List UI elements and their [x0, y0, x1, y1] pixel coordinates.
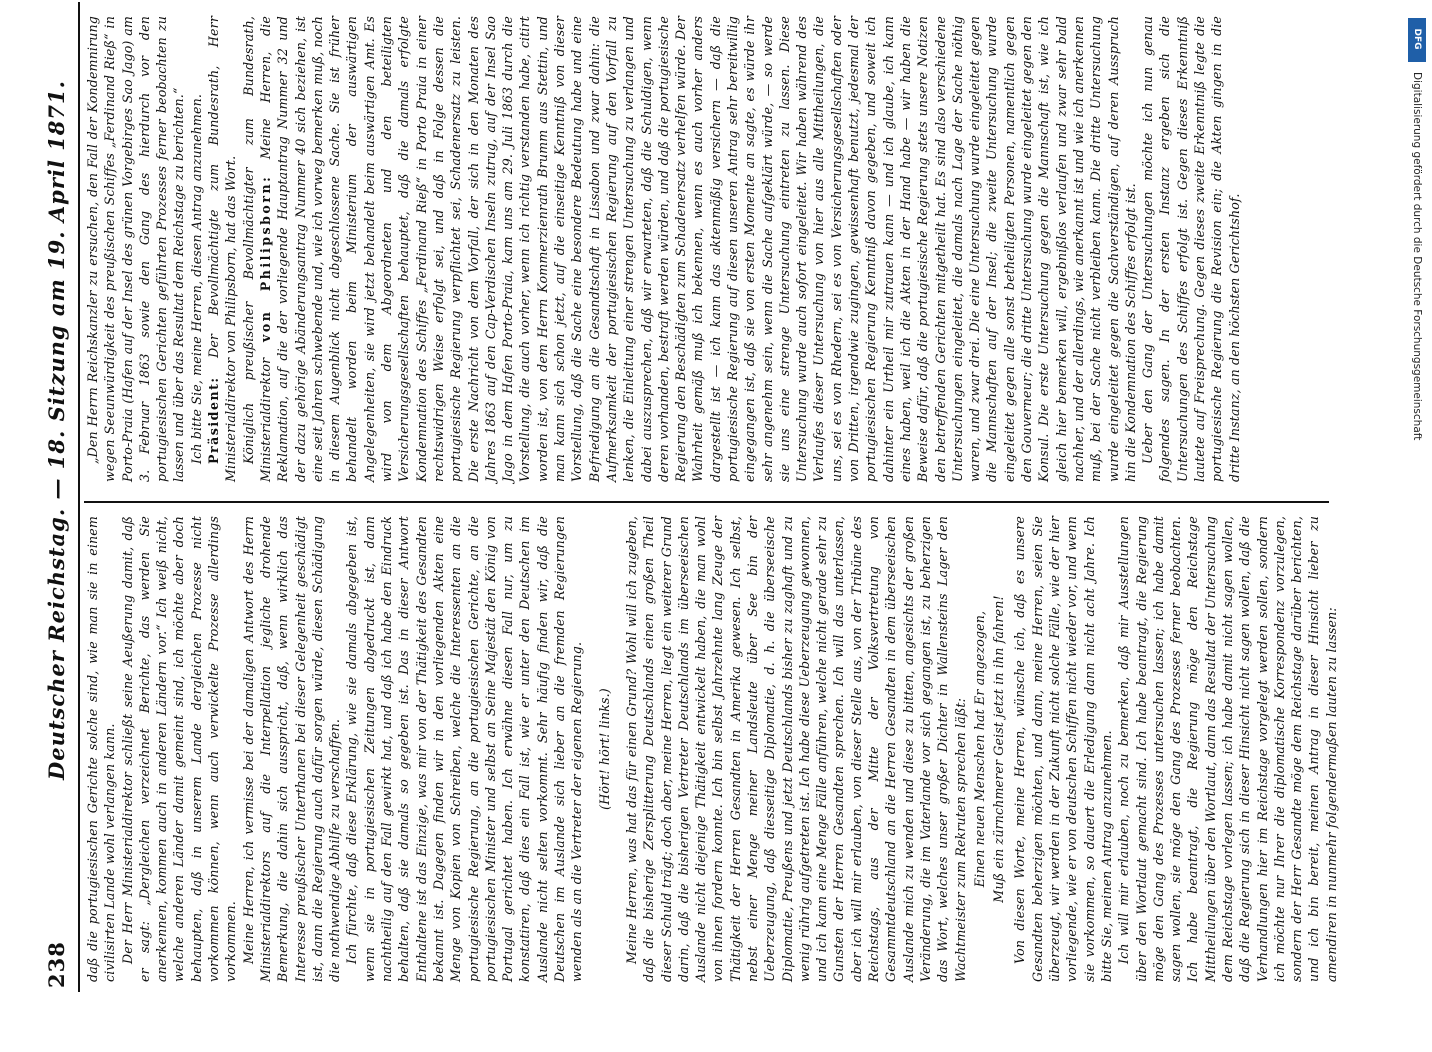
verse-line: Einen neuen Menschen hat Er angezogen,	[971, 610, 987, 888]
paragraph: Ich fürchte, daß diese Erklärung, wie sie damals abgegeben ist, wenn sie in portugiesischen Zeitungen abgedruckt ist, dann nachtheilig auf den Fall gewirkt hat, und daß ich habe den Eindruck behalten, daß sie damals so gegeben ist. Das in dieser Antwort Enthaltene ist das Einzige, was mir von der Thätigkeit des Gesandten bekannt ist. Dagegen finden wir in den vorliegenden Akten eine Menge von Kopien von Schreiben, welche die Interessenten an die portugiesische Regierung, an die portugiesischen Gerichte, an die portugiesischen Minister und selbst an Seine Majestät den König von Portugal gerichtet haben. Ich erwähne diesen Fall nur, um zu konstatiren, daß dies ein Fall ist, wie er unter den Deutschen im Auslande nicht selten vorkommt. Sehr häufig finden wir, daß die Deutschen im Auslande sich lieber an die fremden Regierungen wenden als an die Vertreter der eigenen Regierung.	[344, 516, 585, 982]
digitization-credit	[1406, 10, 1428, 990]
credit-text: Digitalisierung gefördert durch die Deutsche Forschungsgemeinschaft	[1411, 72, 1423, 441]
paragraph: Der Herr Ministerialdirektor schließt seine Aeußerung damit, daß er sagt: „Dergleichen verzeichnet Berichte, das werden Sie anerkennen, kommen auch in anderen Ländern vor.“ Ich weiß nicht, welche anderen Länder damit gemeint sind, ich möchte aber doch behaupten, daß in unserem Lande dergleichen Prozesse nicht vorkommen können, wenn auch verwickelte Prozesse allerdings vorkommen.	[119, 516, 239, 982]
speaker-intro: Königlich preußischer Bevollmächtigter zum Bundesrath, Ministerialdirektor	[240, 16, 273, 482]
running-head	[40, 0, 74, 1000]
running-title: Deutscher Reichstag. — 18. Sitzung am 19. April 1871.	[44, 80, 69, 780]
paragraph: Ich bitte Sie, meine Herren, diesen Antrag anzunehmen.	[188, 93, 204, 464]
paragraph: Meine Herren, was hat das für einen Grund? Wohl will ich zugeben, daß die bisherige Zersplitterung Deutschlands einen großen Theil dieser Schuld trägt; doch aber, meine Herren, liegt ein weiterer Grund darin, daß die bisherigen Vertreter Deutschlands im überseeischen Auslande nicht diejenige Thätigkeit entwickelt haben, die man wohl von ihnen fordern konnte. Ich bin selbst Jahrzehnte lang Zeuge der Thätigkeit der Herren Gesandten in Amerika gewesen. Ich selbst, nebst einer Menge meiner Landsleute über See bin der Ueberzeugung, daß diesseitige Diplomatie, d. h. die überseeische Diplomatie, Preußens und jetzt Deutschlands bisher zu zaghaft und zu wenig rührig aufgetreten ist. Ich habe diese Ueberzeugung gewonnen, und ich kann eine Menge Fälle anführen, welche nicht gerade sehr zu Gunsten der Herren Gesandten sprechen. Ich will das unterlassen, aber ich will mir erlauben, von dieser Stelle aus, von der Tribüne des Reichstags, aus der Mitte der Volksvertretung von Gesammtdeutschland an die Herren Gesandten in dem überseeischen Auslande mich zu wenden und diese zu bitten, angesichts der großen Veränderung, die im Vaterlande vor sich gegangen ist, zu beherzigen das Wort, welches unser großer Dichter in Wallensteins Lager den Wachtmeister zum Rekruten sprechen läßt:	[623, 516, 968, 982]
paragraph: Ich will mir erlauben, noch zu bemerken, daß mir Ausstellungen über den Wortlaut gemacht sind. Ich habe beantragt, die Regierung möge den Gang des Prozesses untersuchen lassen; ich habe damit sagen wollen, sie möge den Gang des Prozesses ferner beobachten. Ich habe beantragt, die Regierung möge den Reichstage Mittheilungen über den Wortlaut, dann das Resultat der Untersuchung dem Reichstage vorlegen lassen; ich habe damit nicht sagen wollen, daß die Regierung sich in dieser Hinsicht nicht sagen wollen, daß die Verhandlungen hier im Reichstage vorgelegt werden sollen, sondern ich möchte nur Ihrer die diplomatische Korrespondenz vorzulegen, sondern der Herr Gesandte möge dem Reichstage darüber berichten, und ich bin bereit, meinen Antrag in dieser Hinsicht lieber zu amendiren in nunmehr folgendermaßen lauten zu lassen:	[1116, 516, 1339, 982]
speaker-label: von Philipsborn:	[257, 174, 273, 342]
verse-line: Muß ein zürnchmerer Geist jetzt in ihn fahren!	[991, 595, 1007, 903]
speaker-label: Präsident:	[206, 376, 222, 464]
paragraph: Ueber den Gang der Untersuchungen möchte ich nun genau folgendes sagen. In der ersten Instanz ergeben sich die Untersuchungen des Schiffes erfolgt ist. Gegen dieses Erkenntniß lautete auf Freisprechung. Gegen dieses zweite Erkenntniß legte die portugiesische Regierung die Revision ein; die Akten gingen in die dritte Instanz, an den höchsten Gerichtshof.	[1140, 16, 1242, 482]
dfg-logo-label: DFG	[1412, 28, 1422, 50]
dfg-logo-icon	[1408, 18, 1426, 62]
paragraph: Meine Herren, ich vermisse bei der damaligen Antwort des Herrn Ministerialdirektors auf die Interpellation jegliche drohende Bemerkung, die dahin sich ausspricht, daß, wenn wirklich das Interesse preußischer Unterthanen bei dieser Gelegenheit geschädigt ist, dann die Regierung auch dafür sorgen würde, diesen Schädigung die nothwendige Abhilfe zu verschaffen.	[240, 516, 343, 982]
paragraph: daß die portugiesischen Gerichte solche sind, wie man sie in einem civilisirten Lande wohl verlangen kann.	[85, 516, 118, 982]
speaker-text: Meine Herren, die Reklamation, auf die der vorliegende Hauptantrag Nummer 32 und der dazu gehörige Abänderungsantrag Nummer 40 sich beziehen, ist eine seit Jahren schwebende und, wie ich vorweg bemerken muß, noch in diesem Augenblick nicht abgeschlossene Sache. Sie ist früher behandelt worden beim Ministerium der auswärtigen Angelegenheiten, sie wird jetzt behandelt beim auswärtigen Amt. Es wird von dem Abgeordneten und den beteiligten Versicherungsgesellschaften behauptet, daß die damals erfolgte Kondemnation des Schiffes „Ferdinand Rieß“ in Porto Praia in einer rechtswidrigen Weise erfolgt sei, und daß in Folge dessen die portugiesische Regierung verpflichtet sei, Schadenersatz zu leisten. Die erste Nachricht von dem Vorfall, der sich in den Monaten des Jahres 1863 auf den Cap-Verdischen Inseln zutrug, auf der Insel Sao Jago in dem Hafen Porto-Praia, kam uns am 29. Juli 1863 durch die Vorstellung, die auch vorher, wenn ich richtig verstanden habe, citirt worden ist, von dem Herrn Kommerzienrath Brumm aus Stettin, und man kann sich schon jetzt, auf die einseitige Kenntniß von dieser Vorstellung, daß die Sache eine besondere Bedeutung habe und eine Befriedigung an die Gesandtschaft in Lissabon und zwar dahin: die Aufmerksamkeit der portugiesischen Regierung auf den Vorfall zu lenken, die Einleitung einer strengen Untersuchung zu verlangen und dabei auszusprechen, daß wir erwarteten, daß die Schuldigen, wenn deren vorhanden, bestraft werden würden, und daß die portugiesische Regierung den Beschädigten zum Schadenersatz verhelfen würde. Der Wahrheit gemäß muß ich bekennen, wenn es auch vorher anders dargestellt ist — ich kann das aktenmäßig versichern — daß die portugiesische Regierung auf diesen unseren Antrag sehr bereitwillig eingegangen ist, daß sie von ersten Momente an sagte, es würde ihr sehr angenehm sein, wenn die Sache aufgeklärt würde, — so werde sie uns eine strenge Untersuchung eintreten zu lassen. Diese Untersuchung wurde auch sofort eingeleitet. Wir haben während des Verlaufes dieser Untersuchung von hier aus alle Mittheilungen, die uns, sei es von Rhedern, sei es von Versicherungsgesellschaften oder von Dritten, irgendwie zugingen, gewissenhaft benutzt, jedesmal der portugiesischen Regierung Kenntniß davon gegeben, und soweit ich dahinter ein Urtheil mir zutrauen kann — und ich glaube, ich kann eines haben, weil ich die Akten in der Hand habe — wir haben die Beweise dafür, daß die portugiesische Regierung stets unsere Notizen den betreffenden Gerichten mitgetheilt hat. Es sind also verschiedene Untersuchungen eingeleitet, die damals nach Lage der Sache nöthig waren, und zwar drei. Die eine Untersuchung wurde eingeleitet gegen die Mannschaften auf der Insel; die zweite Untersuchung wurde eingeleitet gegen alle sonst betheiligten Personen, namentlich gegen den Gouverneur; die dritte Untersuchung wurde eingeleitet gegen den Konsul. Die erste Untersuchung gegen die Mannschaft ist, wie ich gleich hier bemerken will, ergebnißlos verlaufen und zwar sehr bald nachher, und der allerdings, wie anerkannt ist und wie ich anerkennen muß, bei der Sache nicht verbleiben kann. Die dritte Untersuchung wurde eingeleitet gegen die Sachverständigen, auf deren Ausspruch hin die Kondemnation des Schiffes erfolgt ist.	[257, 15, 1138, 482]
paragraph: Von diesen Worte, meine Herren, wünsche ich, daß es unsere Gesandten beherzigen möchten, und dann, meine Herren, seien Sie überzeugt, wir werden in der Zukunft nicht solche Fälle, wie der hier vorliegende, wie er von deutschen Schiffen nicht wieder vor, und wenn sie vorkommen, so dauert die Erledigung dann nicht acht Jahre. Ich bitte Sie, meinen Antrag anzunehmen.	[1012, 516, 1114, 982]
motion-text: „Den Herrn Reichskanzler zu ersuchen, den Fall der Kondemnirung wegen Seeunwürdigkeit des preußischen Schiffes „Ferdinand Rieß“ in Porto-Praia (Hafen auf der Insel des grünen Vorgebirges Sao Jago) am 3. Februar 1863 sowie den Gang des hierdurch vor den portugiesischen Gerichten geführten Prozesses ferner beobachten zu lassen und über das Resultat dem Reichstage zu berichten.“	[85, 16, 187, 482]
header-rule	[78, 2, 80, 992]
right-column	[84, 16, 1329, 482]
speaker-text: Der Bevollmächtigte zum Bundesrath, Herr Ministerialdirektor von Philipsborn, hat das Wort.	[206, 16, 239, 482]
column-rule	[84, 501, 1329, 503]
interjection: (Hört! hört! links.)	[596, 688, 612, 810]
left-column	[84, 516, 1339, 982]
page-number: 238	[44, 941, 69, 988]
